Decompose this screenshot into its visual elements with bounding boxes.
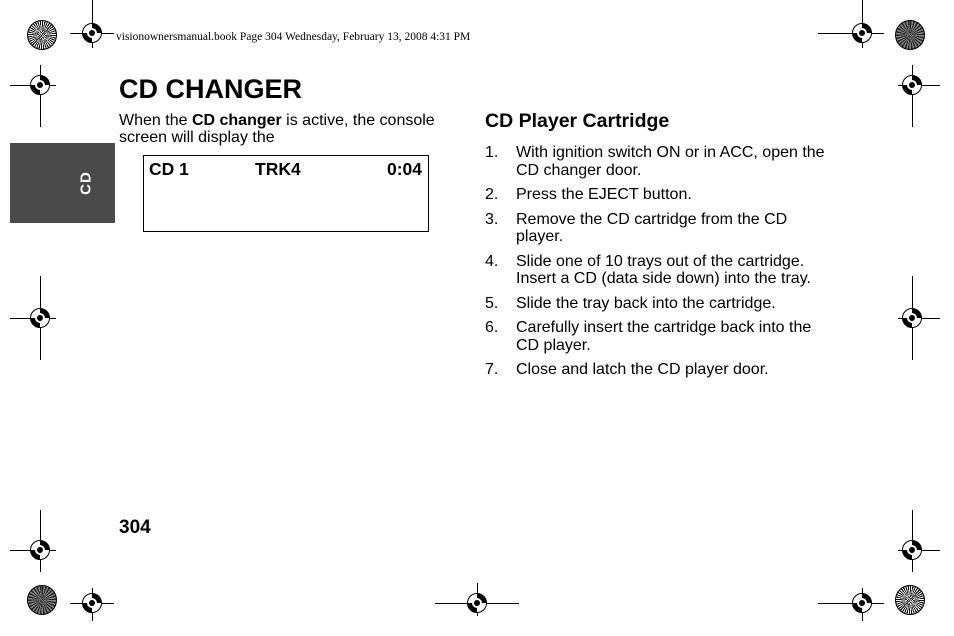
step-number: 5. <box>485 294 499 312</box>
step-number: 1. <box>485 144 499 161</box>
steps-list <box>485 144 825 386</box>
registration-starburst-icon <box>27 585 57 615</box>
page-number: 304 <box>119 517 151 538</box>
step-text: Press the EJECT button. <box>516 186 692 203</box>
step-number: 7. <box>485 361 499 378</box>
registration-starburst-icon <box>27 20 57 50</box>
step-item <box>485 295 825 313</box>
step-number: 6. <box>485 319 499 336</box>
step-item <box>485 361 825 379</box>
step-number: 2. <box>485 186 499 203</box>
page-title: CD CHANGER <box>119 74 303 104</box>
intro-text-after: is active, the console screen will display the <box>119 112 435 146</box>
display-disc: CD 1 <box>149 159 189 179</box>
section-side-tab <box>10 143 115 223</box>
step-text: Carefully insert the cartridge back into the CD player. <box>516 319 812 354</box>
registration-starburst-icon <box>895 20 925 50</box>
side-tab-label: CD <box>77 171 95 195</box>
step-item <box>485 319 825 354</box>
section-title: CD Player Cartridge <box>485 110 670 132</box>
step-item <box>485 253 825 288</box>
step-item <box>485 211 825 246</box>
step-number: 3. <box>485 210 499 228</box>
step-item <box>485 144 825 179</box>
console-display-box <box>143 155 429 232</box>
step-number: 4. <box>485 252 499 270</box>
step-text: Close and latch the CD player door. <box>516 361 769 378</box>
registration-starburst-icon <box>895 585 925 615</box>
display-time: 0:04 <box>386 159 422 179</box>
display-track: TRK4 <box>255 159 301 179</box>
intro-paragraph <box>119 112 439 146</box>
step-text: With ignition switch ON or in ACC, open the CD changer door. <box>516 144 825 179</box>
step-item <box>485 186 825 204</box>
print-header: visionownersmanual.book Page 304 Wednesday, February 13, 2008 4:31 PM <box>116 31 471 43</box>
intro-text-bold: CD changer <box>191 112 282 129</box>
step-text: Slide the tray back into the cartridge. <box>516 294 776 312</box>
intro-text-before: When the <box>119 112 192 129</box>
step-text: Remove the CD cartridge from the CD player. <box>516 210 788 245</box>
step-text: Slide one of 10 trays out of the cartridge. Insert a CD (data side down) into the tray. <box>516 252 811 287</box>
